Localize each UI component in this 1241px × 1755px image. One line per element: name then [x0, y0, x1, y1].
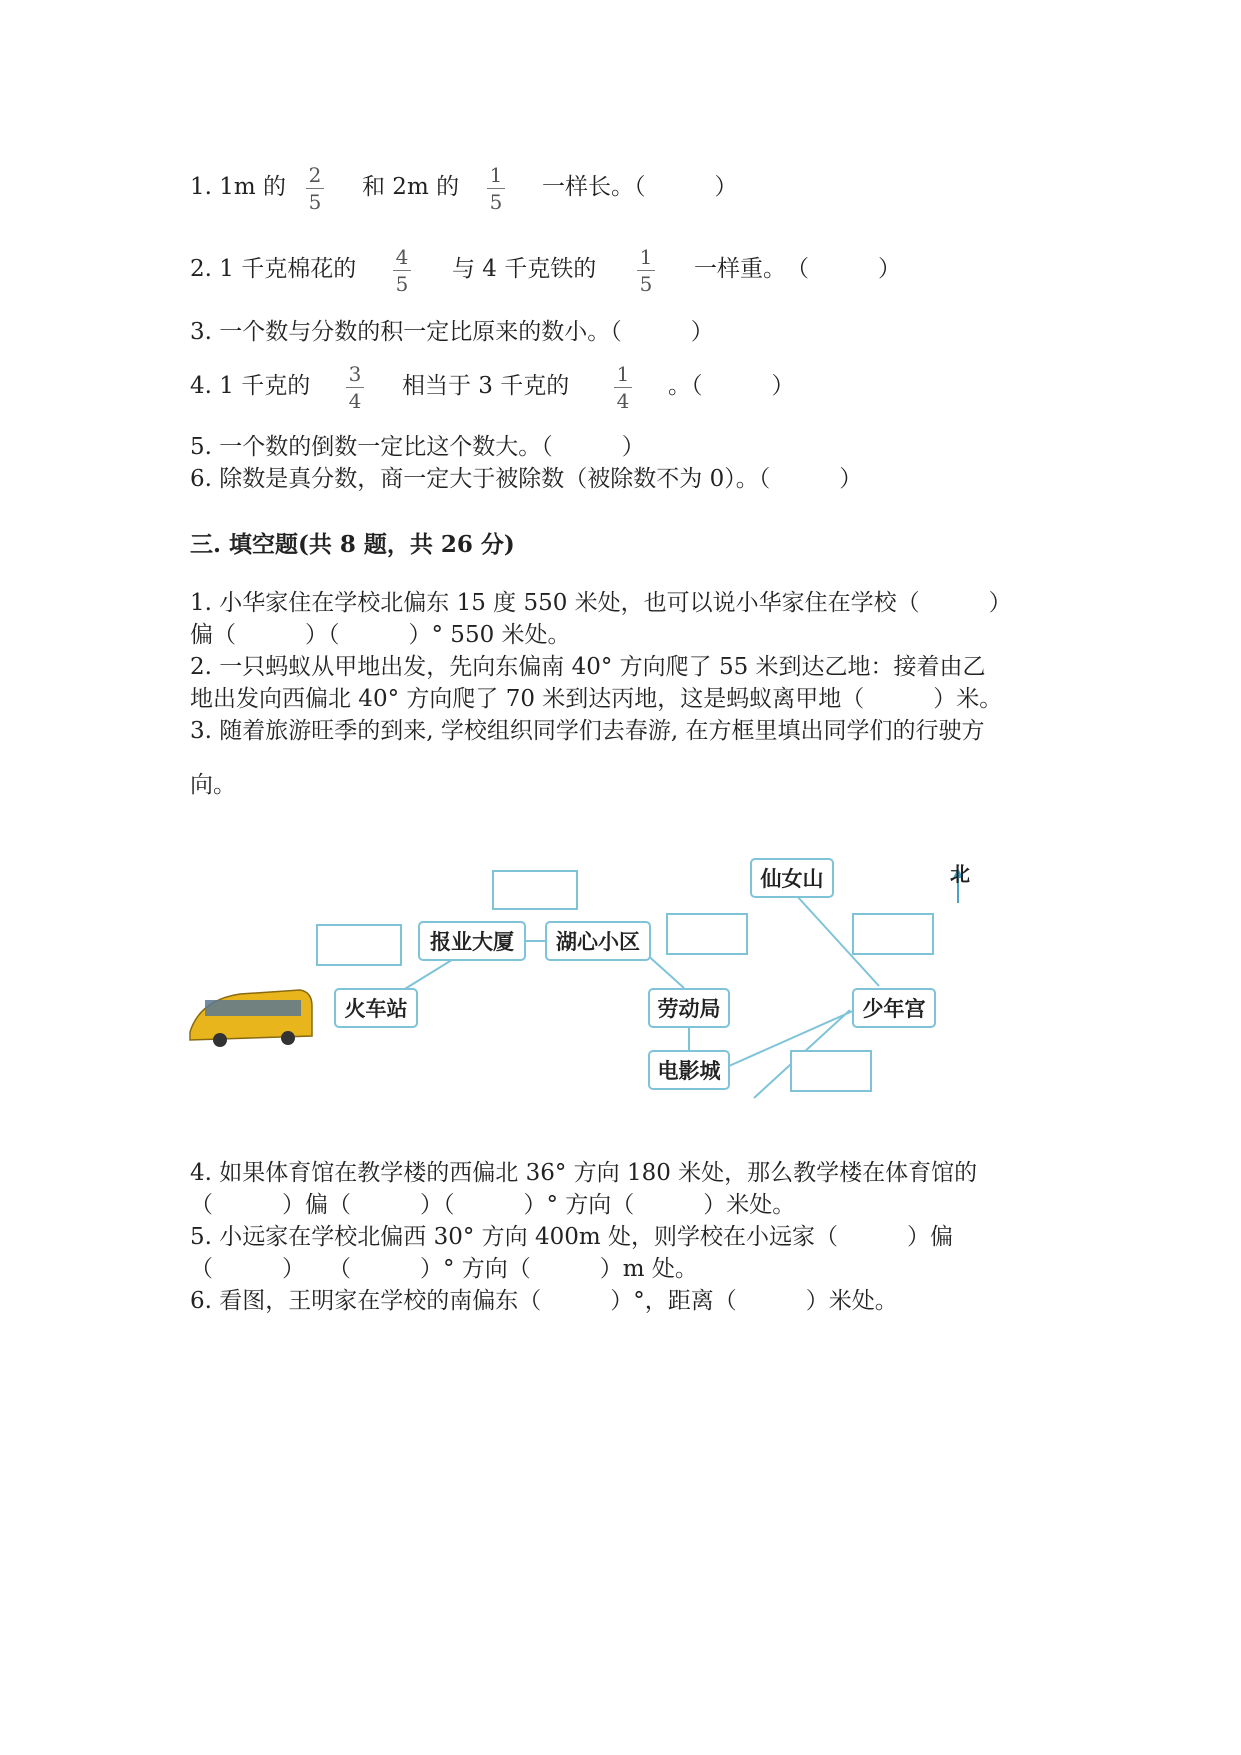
section-title: 三. 填空题(共 8 题，共 26 分)	[190, 531, 515, 558]
denominator: 4	[348, 389, 362, 413]
numerator: 4	[395, 245, 409, 269]
direction-blank-2[interactable]	[316, 924, 402, 966]
numerator: 1	[616, 362, 630, 386]
q2-text-c: 一样重。 （ ）	[694, 256, 901, 282]
fill-q3-line1: 3. 随着旅游旺季的到来, 学校组织同学们去春游, 在方框里填出同学们的行驶方	[190, 718, 985, 744]
node-huochezhan: 火车站	[334, 988, 418, 1028]
judge-q3: 3. 一个数与分数的积一定比原来的数小。（ ）	[190, 319, 714, 345]
denominator: 5	[308, 190, 322, 214]
north-label: 北	[950, 862, 970, 886]
judge-q5: 5. 一个数的倒数一定比这个数大。（ ）	[190, 434, 645, 460]
fill-q1-line2: 偏（ ）（ ）° 550 米处。	[190, 622, 571, 648]
denominator: 4	[616, 389, 630, 413]
fill-q5-line1: 5. 小远家在学校北偏西 30° 方向 400m 处，则学校在小远家（ ）偏	[190, 1224, 953, 1250]
denominator: 5	[639, 272, 653, 296]
q1-text-a: 1. 1m 的	[190, 174, 287, 200]
q2-text-b: 与 4 千克铁的	[452, 256, 597, 282]
fill-q5-line2: （ ） （ ）° 方向（ ）m 处。	[190, 1256, 698, 1282]
numerator: 1	[489, 163, 503, 187]
denominator: 5	[489, 190, 503, 214]
q4-text-b: 相当于 3 千克的	[402, 373, 570, 399]
numerator: 1	[639, 245, 653, 269]
bus-icon	[190, 990, 312, 1047]
fill-q4-line1: 4. 如果体育馆在教学楼的西偏北 36° 方向 180 米处，那么教学楼在体育馆的	[190, 1160, 978, 1186]
fill-q1-line1: 1. 小华家住在学校北偏东 15 度 550 米处，也可以说小华家住在学校（ ）	[190, 590, 1012, 616]
node-xiannvshan: 仙女山	[750, 858, 834, 898]
denominator: 5	[395, 272, 409, 296]
direction-blank-3[interactable]	[666, 913, 748, 955]
fill-q2-line1: 2. 一只蚂蚁从甲地出发，先向东偏南 40° 方向爬了 55 米到达乙地：接着由乙	[190, 654, 986, 680]
node-laodongju: 劳动局	[648, 988, 730, 1028]
judge-q4: 4. 1 千克的	[190, 373, 311, 399]
numerator: 2	[308, 163, 322, 187]
q4-text-c: 。（ ）	[668, 373, 795, 399]
fill-q4-line2: （ ）偏（ ）（ ）° 方向（ ）米处。	[190, 1192, 796, 1218]
fill-q2-line2: 地出发向西偏北 40° 方向爬了 70 米到达丙地，这是蚂蚁离甲地（ ）米。	[190, 686, 1003, 712]
direction-blank-5[interactable]	[790, 1050, 872, 1092]
fill-q6: 6. 看图，王明家在学校的南偏东（ ）°，距离（ ）米处。	[190, 1288, 898, 1314]
judge-q2: 2. 1 千克棉花的	[190, 256, 357, 282]
node-shaoniangong: 少年宫	[852, 988, 936, 1028]
node-huxin: 湖心小区	[545, 921, 651, 961]
node-baoye: 报业大厦	[418, 921, 526, 961]
q1-text-b: 和 2m 的	[362, 174, 460, 200]
direction-blank-4[interactable]	[852, 913, 934, 955]
judge-q6: 6. 除数是真分数，商一定大于被除数（被除数不为 0）。（ ）	[190, 466, 863, 492]
direction-blank-1[interactable]	[492, 870, 578, 910]
fill-q3-line2: 向。	[190, 772, 236, 798]
node-dianyingcheng: 电影城	[648, 1050, 730, 1090]
q1-text-c: 一样长。（ ）	[542, 174, 738, 200]
numerator: 3	[348, 362, 362, 386]
